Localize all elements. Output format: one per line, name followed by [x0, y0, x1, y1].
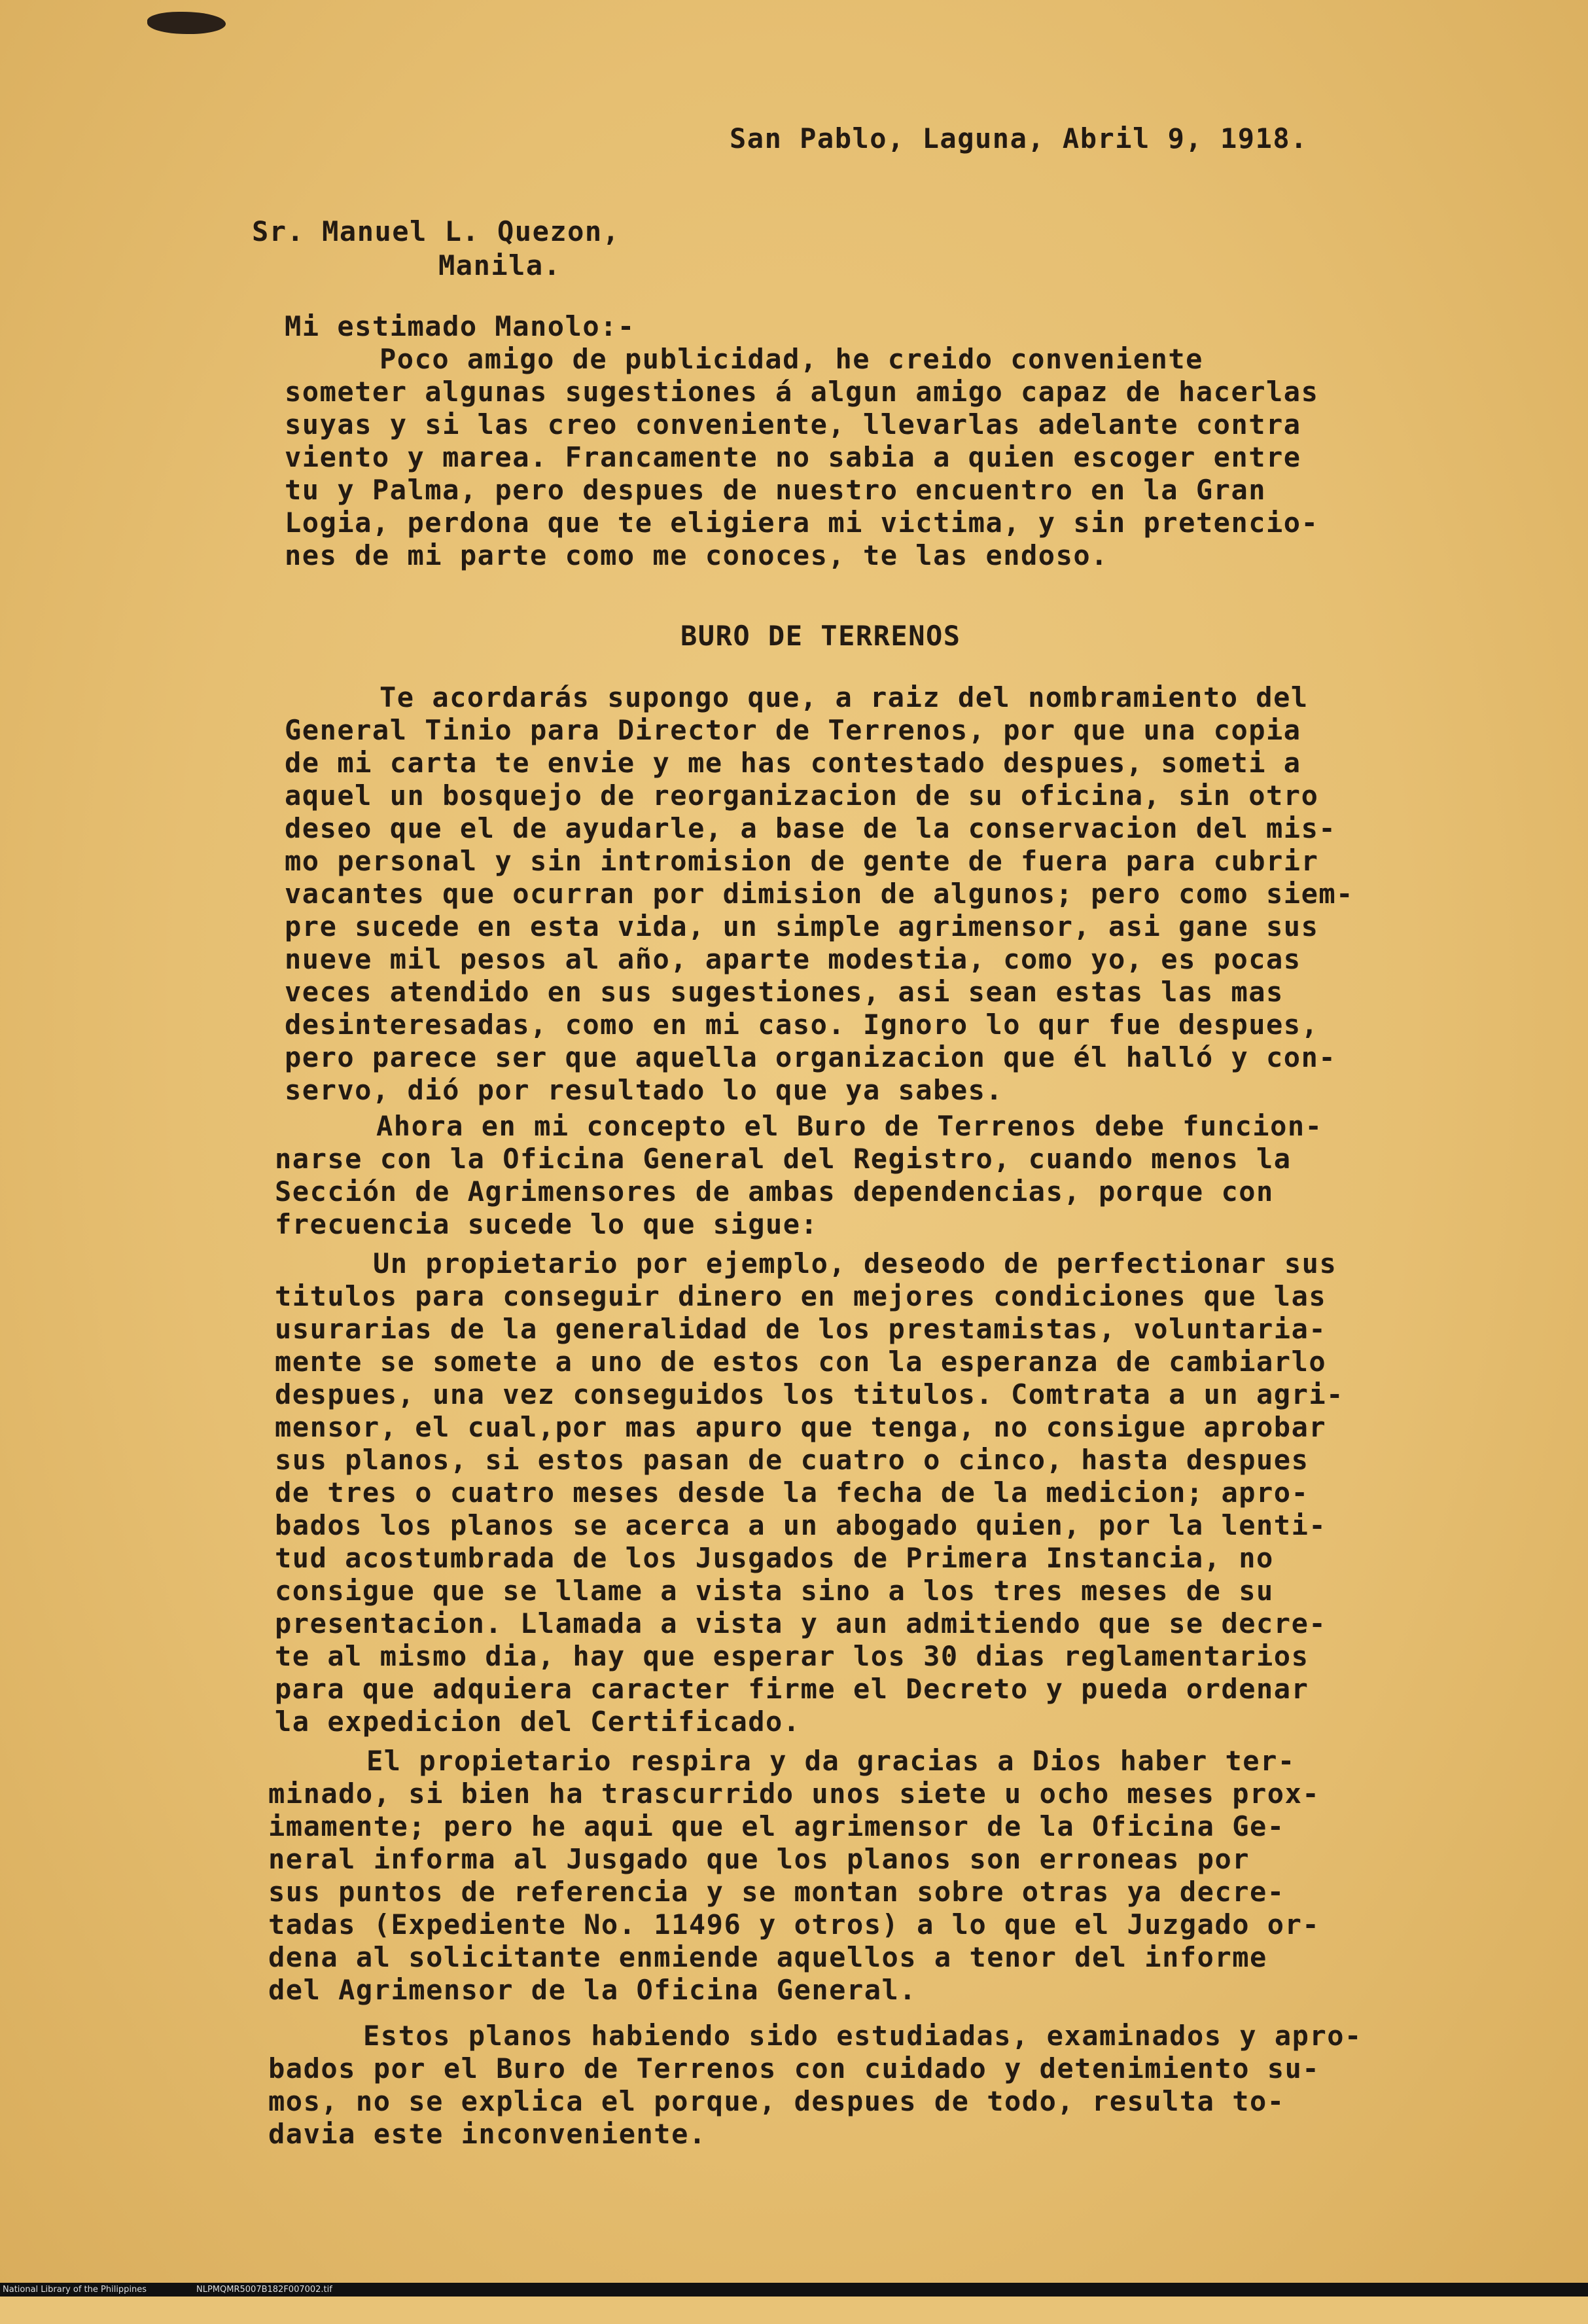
date-line: San Pablo, Laguna, Abril 9, 1918. — [730, 122, 1308, 154]
body-line: bados los planos se acerca a un abogado quien, por la lenti- — [275, 1509, 1327, 1541]
body-line: pre sucede en esta vida, un simple agrimensor, asi gane sus — [285, 910, 1319, 942]
body-line: de tres o cuatro meses desde la fecha de la medicion; apro- — [275, 1476, 1309, 1509]
body-line: Un propietario por ejemplo, deseodo de perfectionar sus — [373, 1247, 1337, 1279]
body-line: Ahora en mi concepto el Buro de Terrenos debe funcion- — [376, 1110, 1323, 1142]
body-line: titulos para conseguir dinero en mejores condiciones que las — [275, 1280, 1327, 1312]
intro-line: tu y Palma, pero despues de nuestro encuentro en la Gran — [285, 474, 1267, 506]
body-line: mos, no se explica el porque, despues de todo, resulta to- — [268, 2085, 1285, 2117]
body-line: nueve mil pesos al año, aparte modestia, como yo, es pocas — [285, 943, 1301, 975]
body-line: tud acostumbrada de los Jusgados de Primera Instancia, no — [275, 1542, 1274, 1574]
body-line: narse con la Oficina General del Registro, cuando menos la — [275, 1143, 1292, 1175]
body-line: dena al solicitante enmiende aquellos a tenor del informe — [268, 1941, 1267, 1973]
body-line: El propietario respira y da gracias a Dios haber ter- — [366, 1745, 1296, 1777]
body-line: desinteresadas, como en mi caso. Ignoro lo qur fue despues, — [285, 1009, 1319, 1041]
body-line: te al mismo dia, hay que esperar los 30 dias reglamentarios — [275, 1640, 1309, 1672]
body-line: Sección de Agrimensores de ambas dependencias, porque con — [275, 1175, 1274, 1207]
body-line: presentacion. Llamada a vista y aun admitiendo que se decre- — [275, 1607, 1327, 1639]
archive-footer — [0, 2283, 1588, 2297]
intro-line: Poco amigo de publicidad, he creido conveniente — [379, 343, 1203, 375]
body-line: despues, una vez conseguidos los titulos. Comtrata a un agri- — [275, 1378, 1344, 1410]
body-line: veces atendido en sus sugestiones, asi sean estas las mas — [285, 976, 1284, 1008]
body-line: servo, dió por resultado lo que ya sabes. — [285, 1074, 1004, 1106]
body-line: para que adquiera caracter firme el Decreto y pueda ordenar — [275, 1673, 1309, 1705]
body-line: minado, si bien ha trascurrido unos siete u ocho meses prox- — [268, 1778, 1320, 1810]
body-line: aquel un bosquejo de reorganizacion de su oficina, sin otro — [285, 779, 1319, 812]
body-line: mo personal y sin intromision de gente de fuera para cubrir — [285, 845, 1319, 877]
body-line: mensor, el cual,por mas apuro que tenga, no consigue aprobar — [275, 1411, 1327, 1443]
salutation: Mi estimado Manolo:- — [285, 310, 635, 342]
section-title: BURO DE TERRENOS — [680, 620, 961, 652]
addressee-city: Manila. — [438, 249, 561, 281]
intro-line: nes de mi parte como me conoces, te las endoso. — [285, 539, 1108, 571]
body-line: deseo que el de ayudarle, a base de la conservacion del mis- — [285, 812, 1337, 844]
intro-line: suyas y si las creo conveniente, llevarlas adelante contra — [285, 408, 1301, 440]
body-line: del Agrimensor de la Oficina General. — [268, 1974, 917, 2006]
body-line: vacantes que ocurran por dimision de algunos; pero como siem- — [285, 878, 1354, 910]
library-name: National Library of the Philippines — [3, 2285, 147, 2295]
body-line: bados por el Buro de Terrenos con cuidado y detenimiento su- — [268, 2052, 1320, 2084]
body-line: Estos planos habiendo sido estudiadas, examinados y apro- — [363, 2020, 1362, 2052]
ink-blot — [147, 12, 226, 34]
body-line: frecuencia sucede lo que sigue: — [275, 1208, 819, 1240]
body-line: General Tinio para Director de Terrenos, por que una copia — [285, 714, 1301, 746]
body-line: davia este inconveniente. — [268, 2118, 707, 2150]
file-id: NLPMQMR5007B182F007002.tif — [196, 2285, 332, 2295]
body-line: la expedicion del Certificado. — [275, 1706, 801, 1738]
body-line: sus planos, si estos pasan de cuatro o cinco, hasta despues — [275, 1444, 1309, 1476]
body-line: de mi carta te envie y me has contestado despues, someti a — [285, 747, 1301, 779]
body-line: Te acordarás supongo que, a raiz del nombramiento del — [379, 681, 1309, 713]
body-line: imamente; pero he aqui que el agrimensor de la Oficina Ge- — [268, 1810, 1285, 1842]
intro-line: Logia, perdona que te eligiera mi victima, y sin pretencio- — [285, 507, 1319, 539]
body-line: pero parece ser que aquella organizacion que él halló y con- — [285, 1041, 1337, 1073]
body-line: sus puntos de referencia y se montan sobre otras ya decre- — [268, 1876, 1285, 1908]
body-line: mente se somete a uno de estos con la esperanza de cambiarlo — [275, 1346, 1327, 1378]
intro-line: someter algunas sugestiones á algun amigo capaz de hacerlas — [285, 376, 1319, 408]
body-line: tadas (Expediente No. 11496 y otros) a lo que el Juzgado or- — [268, 1908, 1320, 1940]
body-line: neral informa al Jusgado que los planos son erroneas por — [268, 1843, 1250, 1875]
intro-line: viento y marea. Francamente no sabia a quien escoger entre — [285, 441, 1301, 473]
body-line: usurarias de la generalidad de los prestamistas, voluntaria- — [275, 1313, 1327, 1345]
addressee-name: Sr. Manuel L. Quezon, — [252, 215, 620, 247]
body-line: consigue que se llame a vista sino a los tres meses de su — [275, 1575, 1274, 1607]
